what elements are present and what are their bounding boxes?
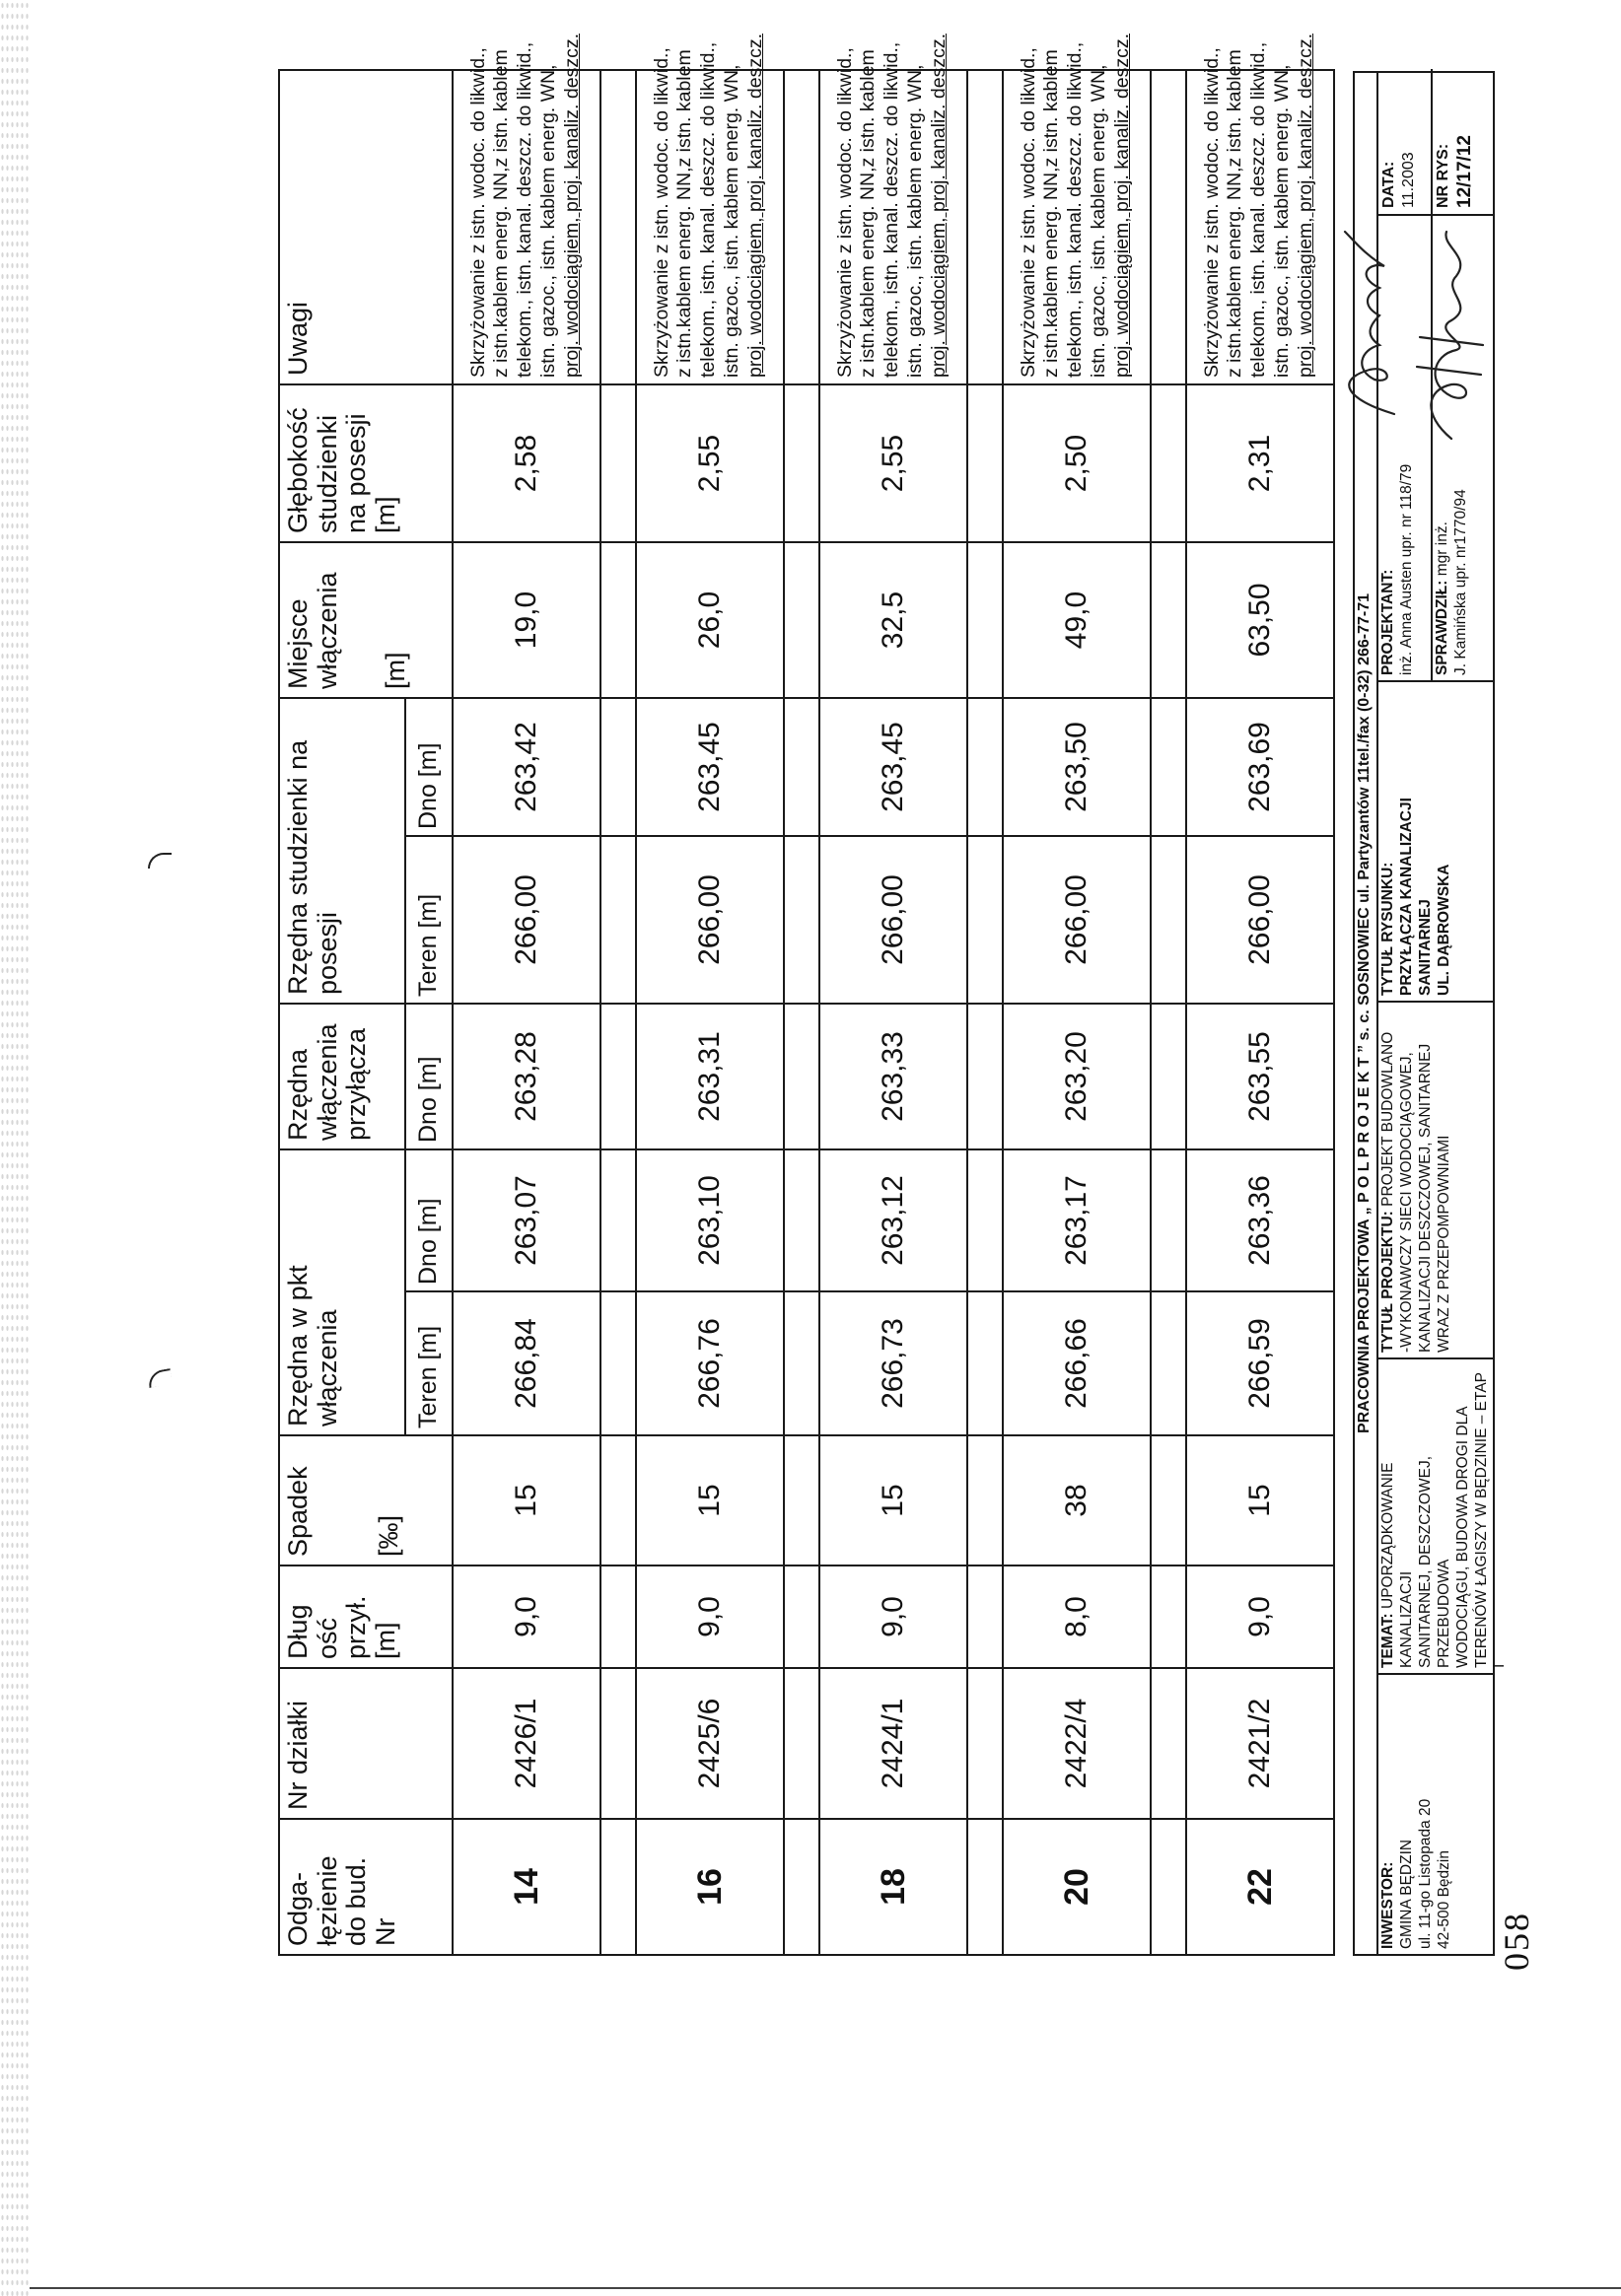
cell-length: 9,0 bbox=[636, 1565, 784, 1668]
cell-branch: 18 bbox=[819, 1819, 967, 1955]
date-value: 11.2003 bbox=[1399, 152, 1417, 208]
cell-depth: 2,31 bbox=[1186, 384, 1334, 542]
investor-address: 42-500 Będzin bbox=[1435, 1850, 1452, 1949]
spacer-row bbox=[784, 70, 819, 1955]
table-row bbox=[636, 70, 784, 1955]
designer-label: PROJEKTANT: bbox=[1379, 569, 1396, 675]
cell-plot: 2425/6 bbox=[636, 1668, 784, 1819]
note-line: Skrzyżowanie z istn. wodoc. do likwid., bbox=[833, 47, 856, 378]
drawing-number-value: 12/17/12 bbox=[1453, 135, 1475, 208]
cell-notes bbox=[1003, 34, 1151, 384]
subject-cell bbox=[1376, 1357, 1509, 1673]
cell-conn-terrain: 266,59 bbox=[1186, 1291, 1334, 1435]
note-line: Skrzyżowanie z istn. wodoc. do likwid., bbox=[1200, 47, 1223, 378]
note-line: proj. wodociągiem, proj. kanaliz. deszcz. bbox=[1110, 34, 1133, 378]
note-line: proj. wodociągiem, proj. kanaliz. deszcz. bbox=[560, 34, 583, 378]
cell-depth: 2,55 bbox=[819, 384, 967, 542]
cell-plot: 2421/2 bbox=[1186, 1668, 1334, 1819]
cell-plot: 2422/4 bbox=[1003, 1668, 1151, 1819]
spacer-row bbox=[600, 70, 636, 1955]
cell-slope: 38 bbox=[1003, 1435, 1151, 1565]
investor-address: ul. 11-go Listopada 20 bbox=[1416, 1798, 1434, 1949]
project-title-cell bbox=[1376, 1001, 1493, 1357]
note-line: telekom., istn. kanal. deszcz. do likwid., bbox=[697, 41, 720, 378]
title-block bbox=[1353, 71, 1509, 1956]
cell-conn-terrain: 266,73 bbox=[819, 1291, 967, 1435]
cell-connector-bottom: 263,55 bbox=[1186, 1004, 1334, 1149]
subject-line: TERENÓW ŁAGISZY W BĘDZINIE – ETAP I bbox=[1472, 1372, 1509, 1668]
note-line: istn. gazoc., istn. kablem energ. WN, bbox=[903, 64, 926, 378]
investor-cell bbox=[1376, 1673, 1493, 1954]
cell-location: 32,5 bbox=[819, 542, 967, 698]
subject-line: WODOCIĄGU, BUDOWA DROGI DLA bbox=[1453, 1406, 1471, 1668]
cell-conn-bottom: 263,07 bbox=[453, 1149, 600, 1291]
note-line: Skrzyżowanie z istn. wodoc. do likwid., bbox=[650, 47, 672, 378]
header-slope-label: Spadek bbox=[283, 1466, 313, 1557]
header-notes: Uwagi bbox=[279, 70, 453, 384]
cell-well-terrain: 266,00 bbox=[636, 836, 784, 1004]
table-row bbox=[453, 70, 600, 1955]
header-plot: Nr działki bbox=[279, 1668, 453, 1819]
header-connector-invert: Rzędna włączenia przyłącza bbox=[279, 1004, 405, 1149]
header-row bbox=[279, 70, 405, 1955]
checker-name: mgr inż. bbox=[1434, 522, 1450, 577]
investor-label: INWESTOR: bbox=[1379, 1861, 1396, 1949]
note-line: Skrzyżowanie z istn. wodoc. do likwid., bbox=[466, 47, 489, 378]
note-line: z istn.kablem energ. NN,z istn. kablem bbox=[857, 49, 880, 378]
note-line: istn. gazoc., istn. kablem energ. WN, bbox=[1087, 64, 1109, 378]
date-label: DATA: bbox=[1380, 161, 1397, 208]
spacer-row bbox=[1151, 70, 1186, 1955]
cell-conn-bottom: 263,12 bbox=[819, 1149, 967, 1291]
cell-location: 49,0 bbox=[1003, 542, 1151, 698]
checker-name: J. Kamińska upr. nr1770/94 bbox=[1451, 489, 1469, 675]
cell-location: 26,0 bbox=[636, 542, 784, 698]
designer-signature bbox=[1325, 227, 1414, 424]
cell-slope: 15 bbox=[636, 1435, 784, 1565]
note-line: z istn.kablem energ. NN,z istn. kablem bbox=[673, 49, 696, 378]
header-location-label: Miejsce włączenia bbox=[283, 572, 342, 689]
cell-depth: 2,58 bbox=[453, 384, 600, 542]
subject-line: SANITARNEJ, DESZCZOWEJ, PRZEBUDOWA bbox=[1416, 1455, 1452, 1668]
note-line: proj. wodociągiem, proj. kanaliz. deszcz. bbox=[1294, 34, 1316, 378]
cell-well-terrain: 266,00 bbox=[1003, 836, 1151, 1004]
cell-branch: 20 bbox=[1003, 1819, 1151, 1955]
cell-branch: 14 bbox=[453, 1819, 600, 1955]
project-title-line: WRAZ Z PRZEPOMPOWNIAMI bbox=[1435, 1135, 1452, 1353]
cell-well-bottom: 263,50 bbox=[1003, 698, 1151, 836]
table-row bbox=[1003, 70, 1151, 1955]
subheader-terrain: Teren [m] bbox=[405, 1291, 453, 1435]
cell-depth: 2,50 bbox=[1003, 384, 1151, 542]
investor-name: GMINA BĘDZIN bbox=[1397, 1839, 1415, 1949]
project-title-line: KANALIZACJI DESZCZOWEJ, SANITARNEJ bbox=[1416, 1043, 1434, 1353]
connections-table bbox=[278, 34, 1335, 1956]
note-line: istn. gazoc., istn. kablem energ. WN, bbox=[1270, 64, 1293, 378]
checker-label: SPRAWDZIŁ: bbox=[1434, 580, 1450, 675]
table-row bbox=[1186, 70, 1334, 1955]
cell-well-bottom: 263,42 bbox=[453, 698, 600, 836]
note-line: telekom., istn. kanal. deszcz. do likwid., bbox=[881, 41, 903, 378]
header-location-unit: [m] bbox=[381, 652, 411, 689]
note-line: telekom., istn. kanal. deszcz. do likwid., bbox=[1247, 41, 1270, 378]
checker-signature bbox=[1412, 227, 1491, 444]
cell-branch: 22 bbox=[1186, 1819, 1334, 1955]
subheader-bottom: Dno [m] bbox=[405, 1004, 453, 1149]
project-title-label: TYTUŁ PROJEKTU: bbox=[1379, 1211, 1396, 1353]
cell-connector-bottom: 263,28 bbox=[453, 1004, 600, 1149]
cell-well-bottom: 263,45 bbox=[819, 698, 967, 836]
cell-connector-bottom: 263,33 bbox=[819, 1004, 967, 1149]
subheader-terrain: Teren [m] bbox=[405, 836, 453, 1004]
cell-well-bottom: 263,45 bbox=[636, 698, 784, 836]
header-slope bbox=[279, 1435, 453, 1565]
cell-conn-bottom: 263,17 bbox=[1003, 1149, 1151, 1291]
note-line: z istn.kablem energ. NN,z istn. kablem bbox=[1040, 49, 1063, 378]
subject-line: UPORZĄDKOWANIE KANALIZACJI bbox=[1379, 1462, 1415, 1668]
cell-notes bbox=[453, 34, 600, 384]
header-well-level: Rzędna studzienki na posesji bbox=[279, 698, 405, 1004]
note-line: proj. wodociągiem, proj. kanaliz. deszcz. bbox=[743, 34, 766, 378]
cell-length: 8,0 bbox=[1003, 1565, 1151, 1668]
note-line: istn. gazoc., istn. kablem energ. WN, bbox=[720, 64, 742, 378]
cell-notes bbox=[819, 34, 967, 384]
table-row bbox=[819, 70, 967, 1955]
cell-plot: 2426/1 bbox=[453, 1668, 600, 1819]
cell-branch: 16 bbox=[636, 1819, 784, 1955]
spacer-row bbox=[967, 70, 1003, 1955]
title-block-header: PRACOWNIA PROJEKTOWA „ P O L P R O J E K T ” s. c. SOSNOWIEC ul. Partyzantów 11tel./fax (0-32) 266-77-71 bbox=[1355, 73, 1378, 1954]
cell-length: 9,0 bbox=[819, 1565, 967, 1668]
cell-depth: 2,55 bbox=[636, 384, 784, 542]
cell-conn-terrain: 266,84 bbox=[453, 1291, 600, 1435]
designer-name: inż. Anna Austen upr. nr 118/79 bbox=[1397, 463, 1415, 675]
drawing-title-cell bbox=[1376, 680, 1493, 1001]
cell-notes bbox=[636, 34, 784, 384]
note-line: proj. wodociągiem, proj. kanaliz. deszcz. bbox=[927, 34, 950, 378]
drawing-title-line: UL. DĄBROWSKA bbox=[1435, 864, 1452, 996]
cell-connector-bottom: 263,31 bbox=[636, 1004, 784, 1149]
subject-label: TEMAT: bbox=[1379, 1613, 1396, 1668]
header-connection-level: Rzędna w pkt włączenia bbox=[279, 1149, 405, 1435]
cell-slope: 15 bbox=[1186, 1435, 1334, 1565]
project-title-line: PROJEKT BUDOWLANO bbox=[1379, 1031, 1396, 1207]
note-line: istn. gazoc., istn. kablem energ. WN, bbox=[536, 64, 559, 378]
drawing-title-line: SANITARNEJ bbox=[1416, 899, 1434, 996]
cell-length: 9,0 bbox=[1186, 1565, 1334, 1668]
subheader-bottom: Dno [m] bbox=[405, 698, 453, 836]
drawing-title-label: TYTUŁ RYSUNKU: bbox=[1379, 862, 1396, 996]
cell-connector-bottom: 263,20 bbox=[1003, 1004, 1151, 1149]
note-line: z istn.kablem energ. NN,z istn. kablem bbox=[490, 49, 513, 378]
cell-conn-terrain: 266,66 bbox=[1003, 1291, 1151, 1435]
note-line: telekom., istn. kanal. deszcz. do likwid., bbox=[1064, 41, 1087, 378]
cell-location: 63,50 bbox=[1186, 542, 1334, 698]
subheader-bottom: Dno [m] bbox=[405, 1149, 453, 1291]
project-title-line: -WYKONAWCZY SIECI WODOCIĄGOWEJ, bbox=[1397, 1052, 1415, 1353]
cell-conn-terrain: 266,76 bbox=[636, 1291, 784, 1435]
header-slope-unit: [‰] bbox=[373, 1514, 403, 1557]
cell-well-bottom: 263,69 bbox=[1186, 698, 1334, 836]
cell-slope: 15 bbox=[819, 1435, 967, 1565]
cell-notes bbox=[1186, 34, 1334, 384]
header-location bbox=[279, 542, 453, 698]
cell-well-terrain: 266,00 bbox=[1186, 836, 1334, 1004]
header-branch: Odga-łęzienie do bud. Nr bbox=[279, 1819, 453, 1955]
drawing-number-label: NR RYS: bbox=[1435, 143, 1451, 208]
header-depth: Głębokość studzienki na posesji [m] bbox=[279, 384, 453, 542]
cell-length: 9,0 bbox=[453, 1565, 600, 1668]
cell-well-terrain: 266,00 bbox=[819, 836, 967, 1004]
cell-conn-bottom: 263,10 bbox=[636, 1149, 784, 1291]
header-length: Dług ość przył. [m] bbox=[279, 1565, 453, 1668]
note-line: Skrzyżowanie z istn. wodoc. do likwid., bbox=[1017, 47, 1039, 378]
cell-plot: 2424/1 bbox=[819, 1668, 967, 1819]
cell-conn-bottom: 263,36 bbox=[1186, 1149, 1334, 1291]
note-line: z istn.kablem energ. NN,z istn. kablem bbox=[1224, 49, 1246, 378]
drawing-title-line: PRZYŁĄCZA KANALIZACJI bbox=[1397, 798, 1415, 996]
page-number: 058 bbox=[1497, 1912, 1536, 1971]
cell-location: 19,0 bbox=[453, 542, 600, 698]
note-line: telekom., istn. kanal. deszcz. do likwid., bbox=[514, 41, 536, 378]
designer-cell bbox=[1376, 214, 1493, 680]
cell-well-terrain: 266,00 bbox=[453, 836, 600, 1004]
date-cell bbox=[1376, 69, 1493, 214]
cell-slope: 15 bbox=[453, 1435, 600, 1565]
